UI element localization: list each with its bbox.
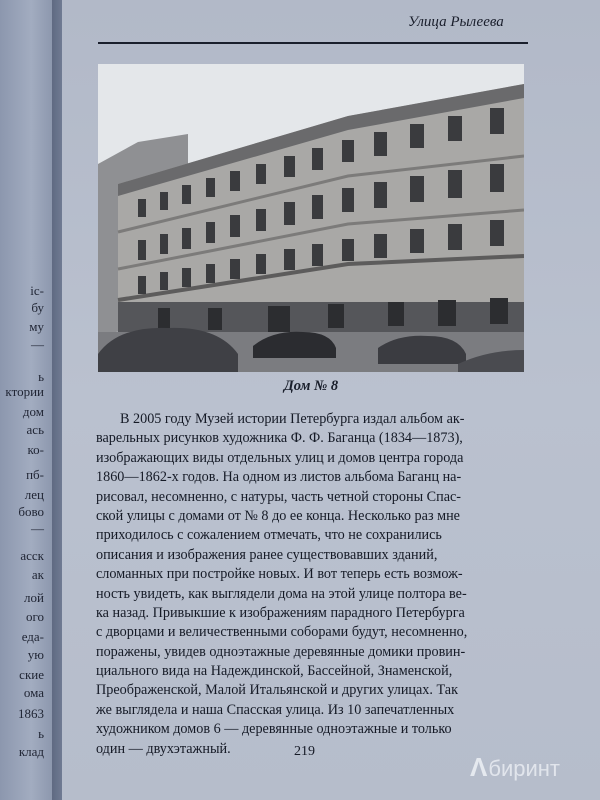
paragraph-line: варельных рисунков художника Ф. Ф. Баганца (1834—1873), (96, 430, 463, 447)
previous-page-text-fragment: — (31, 337, 44, 352)
previous-page-text-fragment: ась (26, 422, 44, 437)
paragraph-line: В 2005 году Музей истории Петербурга издал альбом ак- (120, 411, 465, 427)
paragraph-line: с дворцами и величественными соборами будут, несомненно, (96, 624, 468, 641)
previous-page-text-fragment: ктории (5, 384, 44, 399)
paragraph-line: сломанных при постройке новых. И вот теперь есть возмож- (96, 566, 463, 583)
previous-page-text-fragment: еда- (21, 629, 44, 644)
previous-page-edge (0, 0, 52, 800)
paragraph-line: описания и изображения ранее существовавших зданий, (96, 546, 438, 563)
previous-page-text-fragment: — (31, 521, 44, 536)
previous-page-text-fragment: му (29, 319, 44, 334)
previous-page-text-fragment: ого (25, 609, 44, 624)
building-photo (98, 64, 524, 372)
paragraph-line: изображающих виды отдельных улиц и домов центра города (96, 449, 464, 466)
paragraph-line: приходилось с сожалением отмечать, что не сохранились (96, 527, 442, 544)
paragraph-line: рисовал, несомненно, с натуры, часть четной стороны Спас- (96, 488, 462, 505)
paragraph-line: ка назад. Привыкшие к изображениям парадного Петербурга (96, 604, 465, 621)
previous-page-text-fragment: асск (20, 548, 44, 563)
previous-page-text-fragment: ские (19, 667, 44, 682)
previous-page-text-fragment: ь (38, 369, 44, 384)
paragraph-line: ность увидеть, как выглядели дома на этой улице полтора ве- (96, 585, 467, 602)
paragraph-line: Преображенской, Малой Итальянской и других улицах. Так (96, 682, 458, 699)
previous-page-text-fragment: 1863 (18, 706, 44, 721)
previous-page-text-fragment: ома (23, 685, 44, 700)
paragraph-line: же выглядела и наша Спасская улица. Из 10 запечатленных (96, 701, 455, 718)
paragraph-line: ской улицы с домами от № 8 до ее конца. Несколько раз мне (96, 507, 460, 524)
previous-page-text-fragment: бу (31, 300, 44, 315)
previous-page-text-fragment: ак (31, 567, 44, 582)
previous-page-text-fragment: ко- (27, 442, 44, 457)
previous-page-text-fragment: дом (22, 404, 44, 419)
body-paragraph (96, 410, 532, 759)
running-head: Улица Рылеева (408, 14, 504, 30)
labirint-watermark (470, 752, 560, 783)
watermark-text: биринт (488, 756, 560, 781)
previous-page-text-fragment: ic- (30, 283, 44, 298)
building-photo-image (98, 64, 524, 372)
previous-page-text-fragment: лец (24, 487, 44, 502)
previous-page-text-fragment: лой (24, 590, 44, 605)
previous-page-text-fragment: бово (18, 504, 44, 519)
previous-page-text-fragment: ую (27, 647, 44, 662)
previous-page-text-fragment: ь (38, 726, 44, 741)
previous-page-text-fragment: клад (18, 744, 44, 759)
watermark-logo-icon: Λ (470, 752, 488, 782)
paragraph-line: один — двухэтажный. (96, 740, 231, 757)
paragraph-line: циального вида на Надеждинской, Бассейной, Знаменской, (96, 663, 453, 680)
page-number: 219 (294, 744, 315, 759)
header-rule (98, 42, 528, 44)
paragraph-line: 1860—1862-х годов. На одном из листов альбома Баганц на- (96, 469, 462, 486)
previous-page-text-fragment: пб- (26, 467, 44, 482)
photo-caption: Дом № 8 (283, 378, 339, 394)
paragraph-line: поражены, увидев одноэтажные деревянные домики провин- (96, 643, 466, 660)
paragraph-line: художником домов 6 — деревянные одноэтажные и только (96, 721, 452, 738)
